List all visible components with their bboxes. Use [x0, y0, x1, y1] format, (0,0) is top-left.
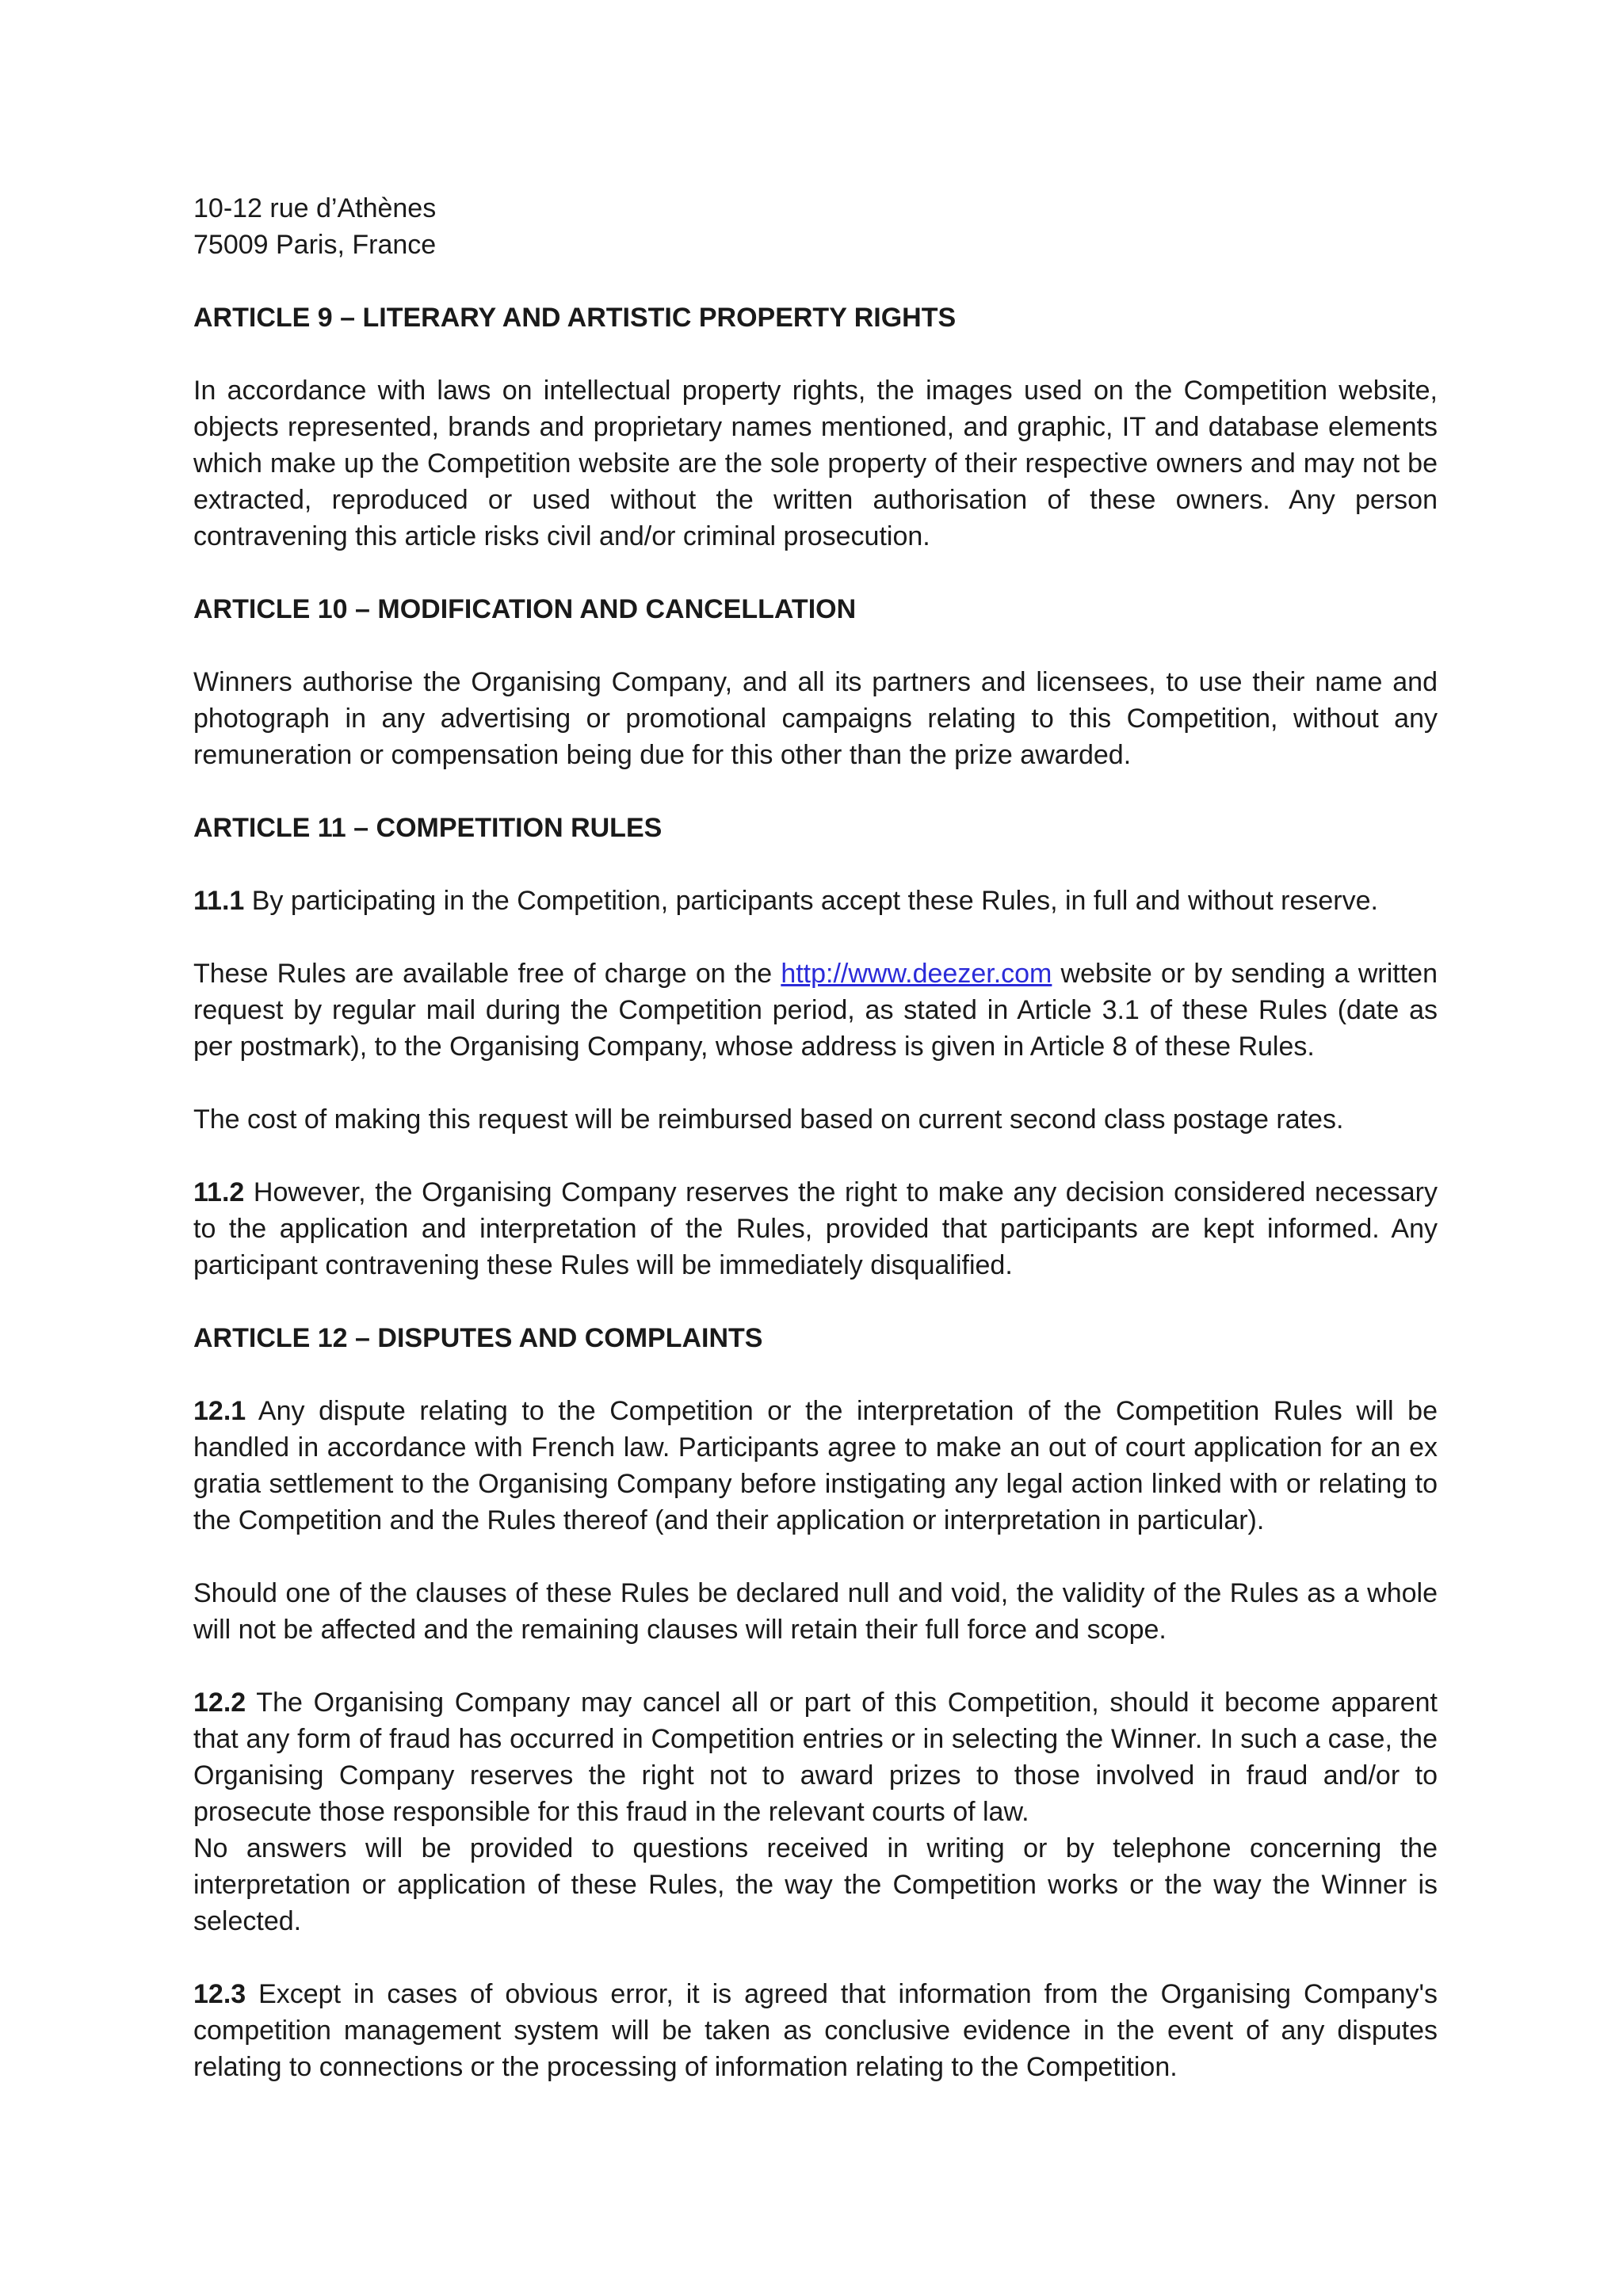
article-9-heading: ARTICLE 9 – LITERARY AND ARTISTIC PROPERTY RIGHTS	[193, 303, 957, 333]
article-10-heading: ARTICLE 10 – MODIFICATION AND CANCELLATION	[193, 594, 857, 624]
article-12-2-text: The Organising Company may cancel all or part of this Competition, should it become apparent that any form of fraud has occurred in Competition entries or in selecting the Winner. In such a case, the Organising Company reserves the right not to award prizes to those involved in fraud and/or to prosecute those responsible for this fraud in the relevant courts of law.	[193, 1688, 1438, 1827]
article-12-2-paragraph	[193, 1684, 1438, 1830]
section-number-11-1: 11.1	[193, 886, 245, 916]
article-11-1-text: By participating in the Competition, participants accept these Rules, in full and without reserve.	[244, 886, 1378, 916]
article-11-2-text: However, the Organising Company reserves the right to make any decision considered necessary to the application and interpretation of the Rules, provided that participants are kept informed. Any participant contravening these Rules will be immediately disqualified.	[193, 1177, 1438, 1280]
article-11-rules-availability-paragraph	[193, 955, 1438, 1065]
article-12-3-text: Except in cases of obvious error, it is agreed that information from the Organising Company's competition management system will be taken as conclusive evidence in the event of any disputes relating to connections or the processing of information relating to the Competition.	[193, 1979, 1438, 2082]
section-number-12-1: 12.1	[193, 1396, 246, 1426]
article-12-no-answers-paragraph: No answers will be provided to questions received in writing or by telephone concerning the interpretation or application of these Rules, the way the Competition works or the way the Winner is selected.	[193, 1833, 1438, 1936]
article-12-1-paragraph	[193, 1393, 1438, 1539]
section-number-11-2: 11.2	[193, 1177, 245, 1207]
address-line-1: 10-12 rue d’Athènes	[193, 193, 437, 223]
rules-availability-text-after: website or by sending a written request by regular mail during the Competition period, as stated in Article 3.1 of these Rules (date as per postmark), to the Organising Company, whose address is given in Article 8 of these Rules.	[193, 959, 1438, 1062]
article-10-paragraph: Winners authorise the Organising Company, and all its partners and licensees, to use their name and photograph in any advertising or promotional campaigns relating to this Competition, without any remuneration or compensation being due for this other than the prize awarded.	[193, 667, 1438, 770]
deezer-website-link[interactable]: http://www.deezer.com	[781, 959, 1052, 989]
article-12-validity-paragraph: Should one of the clauses of these Rules be declared null and void, the validity of the Rules as a whole will not be affected and the remaining clauses will retain their full force and scope.	[193, 1578, 1438, 1645]
article-12-1-text: Any dispute relating to the Competition or the interpretation of the Competition Rules will be handled in accordance with French law. Participants agree to make an out of court application for an ex gratia settlement to the Organising Company before instigating any legal action linked with or relating to the Competition and the Rules thereof (and their application or interpretation in particular).	[193, 1396, 1438, 1535]
section-number-12-3: 12.3	[193, 1979, 246, 2009]
address-block	[193, 190, 1438, 263]
document-page	[193, 190, 1438, 2122]
article-12-3-paragraph	[193, 1976, 1438, 2085]
address-line-2: 75009 Paris, France	[193, 230, 437, 260]
article-9-paragraph: In accordance with laws on intellectual property rights, the images used on the Competition website, objects represented, brands and proprietary names mentioned, and graphic, IT and database elements which make up the Competition website are the sole property of their respective owners and may not be extracted, reproduced or used without the written authorisation of these owners. Any person contravening this article risks civil and/or criminal prosecution.	[193, 376, 1438, 551]
section-number-12-2: 12.2	[193, 1688, 246, 1718]
article-12-heading: ARTICLE 12 – DISPUTES AND COMPLAINTS	[193, 1323, 763, 1353]
article-11-1-paragraph	[193, 883, 1438, 919]
rules-availability-text-before: These Rules are available free of charge on the	[193, 959, 781, 989]
article-11-heading: ARTICLE 11 – COMPETITION RULES	[193, 813, 663, 843]
article-11-2-paragraph	[193, 1174, 1438, 1283]
article-11-reimbursement-paragraph: The cost of making this request will be reimbursed based on current second class postage rates.	[193, 1104, 1344, 1135]
